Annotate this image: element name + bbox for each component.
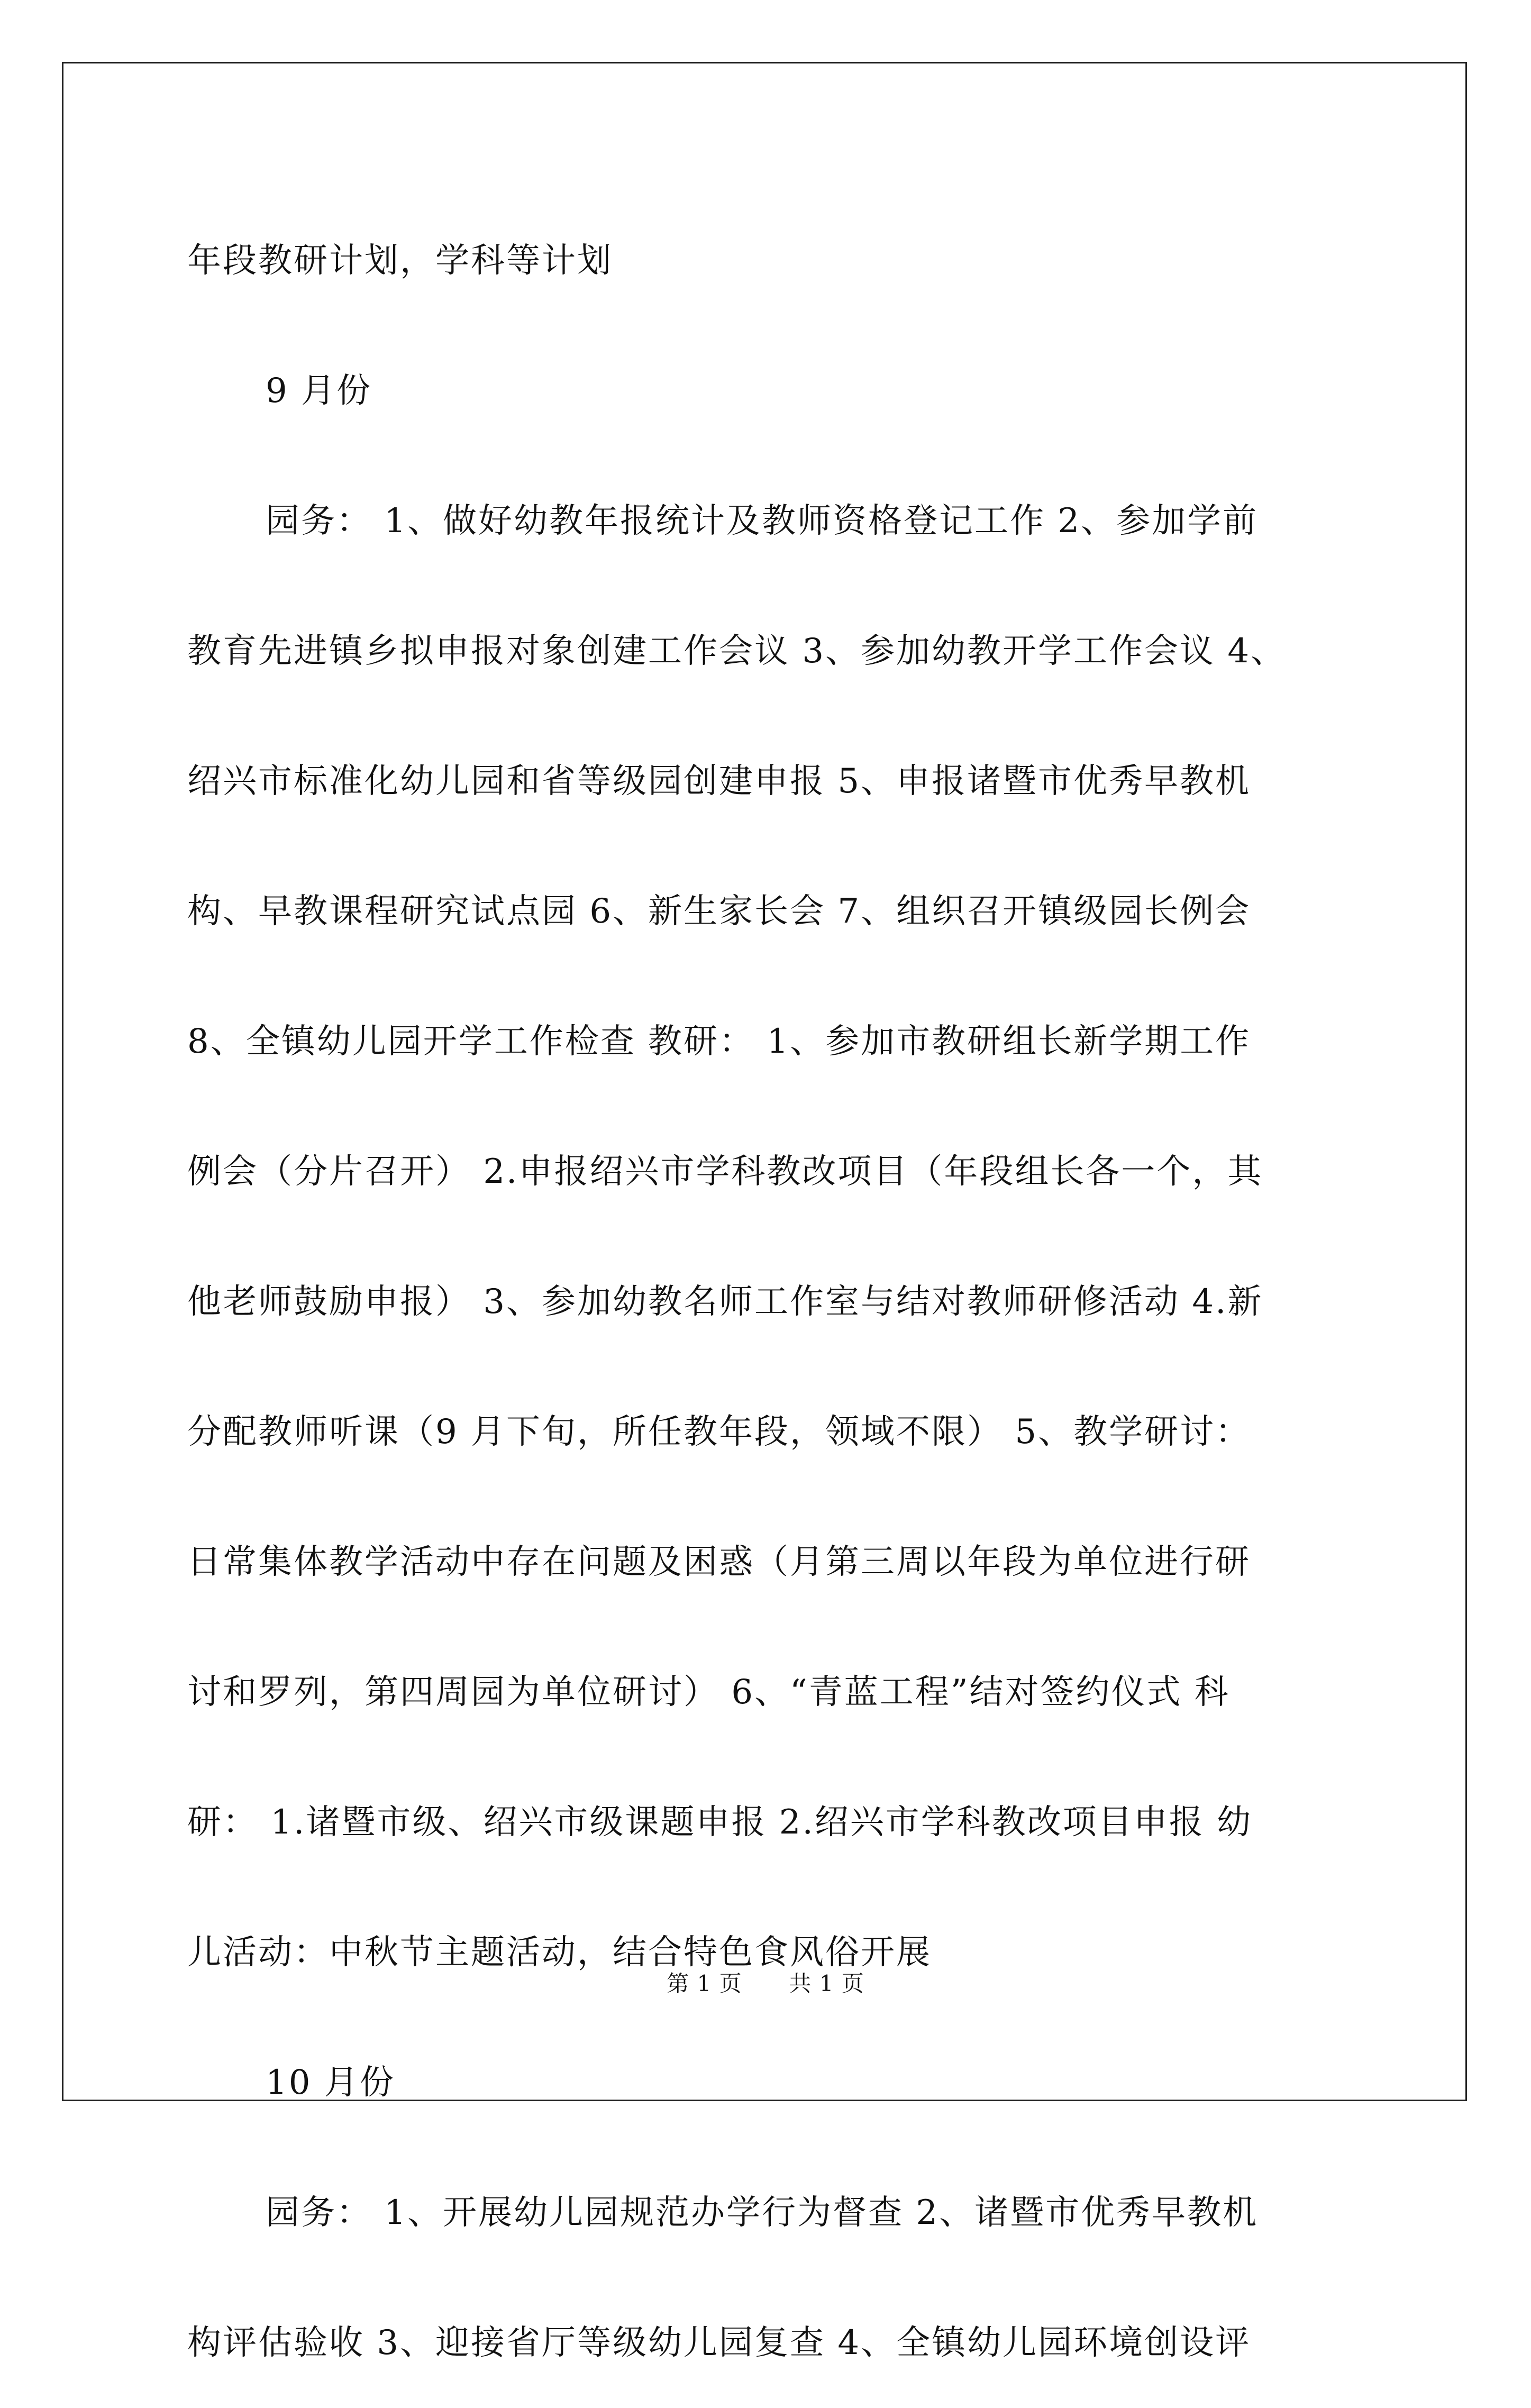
text-line: 年段教研计划，学科等计划 bbox=[187, 241, 613, 280]
text-line: 园务： 1、开展幼儿园规范办学行为督查 2、诸暨市优秀早教机 bbox=[266, 2193, 1259, 2232]
text-line: 构评估验收 3、迎接省厅等级幼儿园复查 4、全镇幼儿园环境创设评 bbox=[187, 2323, 1251, 2363]
text-line: 园务： 1、做好幼教年报统计及教师资格登记工作 2、参加学前 bbox=[266, 501, 1259, 541]
text-line: 教育先进镇乡拟申报对象创建工作会议 3、参加幼教开学工作会议 4、 bbox=[187, 632, 1287, 671]
text-line: 儿活动：中秋节主题活动，结合特色食风俗开展 bbox=[187, 1933, 932, 1972]
document-body bbox=[187, 196, 1341, 2408]
section-heading-october: 10 月份 bbox=[266, 2063, 395, 2102]
text-line: 研： 1.诸暨市级、绍兴市级课题申报 2.绍兴市学科教改项目申报 幼 bbox=[187, 1803, 1253, 1842]
page-footer bbox=[0, 1968, 1531, 2000]
page-total: 共 1 页 bbox=[789, 1971, 864, 1996]
section-heading-september: 9 月份 bbox=[266, 371, 372, 411]
text-line: 讨和罗列，第四周园为单位研讨） 6、“青蓝工程”结对签约仪式 科 bbox=[187, 1673, 1230, 1712]
page-number: 第 1 页 bbox=[667, 1971, 742, 1996]
text-line: 他老师鼓励申报） 3、参加幼教名师工作室与结对教师研修活动 4.新 bbox=[187, 1282, 1263, 1321]
text-line: 分配教师听课（9 月下旬，所任教年段，领域不限） 5、教学研讨： bbox=[187, 1412, 1251, 1452]
text-line: 例会（分片召开） 2.申报绍兴市学科教改项目（年段组长各一个，其 bbox=[187, 1152, 1263, 1191]
text-line: 绍兴市标准化幼儿园和省等级园创建申报 5、申报诸暨市优秀早教机 bbox=[187, 762, 1251, 801]
text-line: 8、全镇幼儿园开学工作检查 教研： 1、参加市教研组长新学期工作 bbox=[187, 1022, 1251, 1061]
text-line: 构、早教课程研究试点园 6、新生家长会 7、组织召开镇级园长例会 bbox=[187, 892, 1251, 931]
text-line: 日常集体教学活动中存在问题及困惑（月第三周以年段为单位进行研 bbox=[187, 1543, 1251, 1582]
